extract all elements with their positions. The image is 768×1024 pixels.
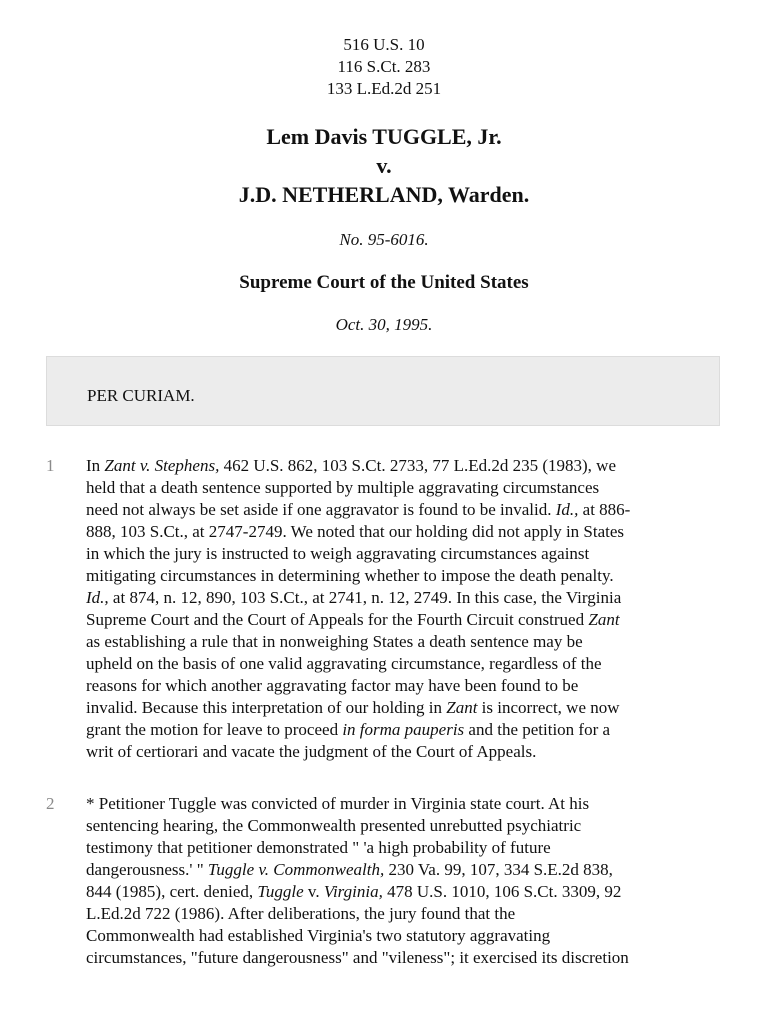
text-run: 230 Va. 99, 107, 334 S.E.2d 838, — [384, 860, 613, 879]
text-run: dangerousness.' " — [86, 860, 208, 879]
text-run: testimony that petitioner demonstrated " 'a high probability of future — [86, 838, 551, 857]
text-line — [86, 521, 722, 543]
citation-block — [0, 34, 768, 100]
decision-date: Oct. 30, 1995. — [335, 315, 433, 334]
text-line — [86, 903, 722, 925]
text-line — [86, 477, 722, 499]
respondent-name: J.D. NETHERLAND, Warden. — [238, 182, 530, 207]
citation-led: 133 L.Ed.2d 251 — [326, 79, 442, 98]
text-run: v. — [303, 882, 324, 901]
text-run: writ of certiorari and vacate the judgment of the Court of Appeals. — [86, 742, 537, 761]
court-name: Supreme Court of the United States — [239, 272, 529, 293]
text-run: sentencing hearing, the Commonwealth presented unrebutted psychiatric — [86, 816, 582, 835]
text-line — [86, 859, 722, 881]
versus-label: v. — [376, 153, 392, 178]
text-run: held that a death sentence supported by multiple aggravating circumstances — [86, 478, 600, 497]
text-line — [86, 881, 722, 903]
text-run: 462 U.S. 862, 103 S.Ct. 2733, 77 L.Ed.2d 235 (1983), we — [219, 456, 616, 475]
text-run: invalid. Because this interpretation of our holding in — [86, 698, 447, 717]
text-line — [86, 543, 722, 565]
italic-citation: Tuggle v. Commonwealth, — [207, 860, 385, 879]
text-run: grant the motion for leave to proceed — [86, 720, 343, 739]
per-curiam-label: PER CURIAM. — [87, 386, 195, 405]
text-run: 478 U.S. 1010, 106 S.Ct. 3309, 92 — [382, 882, 622, 901]
text-line — [86, 609, 722, 631]
text-line — [86, 793, 722, 815]
text-run: L.Ed.2d 722 (1986). After deliberations, the jury found that the — [86, 904, 516, 923]
text-line — [86, 719, 722, 741]
per-curiam-box — [46, 356, 720, 426]
text-line — [86, 565, 722, 587]
text-run: at 874, n. 12, 890, 103 S.Ct., at 2741, n. 12, 2749. In this case, the Virginia — [108, 588, 622, 607]
paragraph-text — [86, 455, 722, 763]
citation-sct: 116 S.Ct. 283 — [337, 57, 431, 76]
paragraph-number: 1 — [46, 456, 55, 475]
text-line — [86, 837, 722, 859]
text-line — [86, 741, 722, 763]
citation-us: 516 U.S. 10 — [343, 35, 425, 54]
italic-citation: Tuggle — [257, 882, 304, 901]
text-line — [86, 631, 722, 653]
text-run: is incorrect, we now — [477, 698, 620, 717]
text-run: In — [86, 456, 105, 475]
text-run: at 886- — [578, 500, 631, 519]
text-run: as establishing a rule that in nonweighing States a death sentence may be — [86, 632, 583, 651]
text-run: Supreme Court and the Court of Appeals for the Fourth Circuit construed — [86, 610, 589, 629]
text-run: in which the jury is instructed to weigh aggravating circumstances against — [86, 544, 590, 563]
text-run: and the petition for a — [464, 720, 611, 739]
text-line — [86, 947, 722, 969]
case-title — [0, 122, 768, 209]
text-run: 888, 103 S.Ct., at 2747-2749. We noted that our holding did not apply in States — [86, 522, 625, 541]
text-line — [86, 455, 722, 477]
text-run: mitigating circumstances in determining whether to impose the death penalty. — [86, 566, 614, 585]
text-run: circumstances, "future dangerousness" and "vileness"; it exercised its discretion — [86, 948, 629, 967]
text-run: 844 (1985), cert. denied, — [86, 882, 258, 901]
italic-citation: Zant — [588, 610, 620, 629]
italic-citation: Id., — [555, 500, 579, 519]
text-line — [86, 587, 722, 609]
text-line — [86, 815, 722, 837]
text-line — [86, 697, 722, 719]
text-line — [86, 675, 722, 697]
italic-citation: Id., — [86, 588, 109, 607]
italic-citation: Virginia, — [323, 882, 383, 901]
text-line — [86, 925, 722, 947]
italic-citation: Zant v. Stephens, — [104, 456, 220, 475]
text-run: Commonwealth had established Virginia's two statutory aggravating — [86, 926, 551, 945]
text-run: upheld on the basis of one valid aggravating circumstance, regardless of the — [86, 654, 602, 673]
text-line — [86, 653, 722, 675]
text-run: * Petitioner Tuggle was convicted of murder in Virginia state court. At his — [86, 794, 590, 813]
paragraph-number: 2 — [46, 794, 55, 813]
docket-number: No. 95-6016. — [339, 230, 429, 249]
italic-citation: in forma pauperis — [342, 720, 465, 739]
text-run: need not always be set aside if one aggravator is found to be invalid. — [86, 500, 556, 519]
text-line — [86, 499, 722, 521]
italic-citation: Zant — [446, 698, 478, 717]
paragraph-text — [86, 793, 722, 969]
petitioner-name: Lem Davis TUGGLE, Jr. — [266, 124, 502, 149]
text-run: reasons for which another aggravating factor may have been found to be — [86, 676, 579, 695]
